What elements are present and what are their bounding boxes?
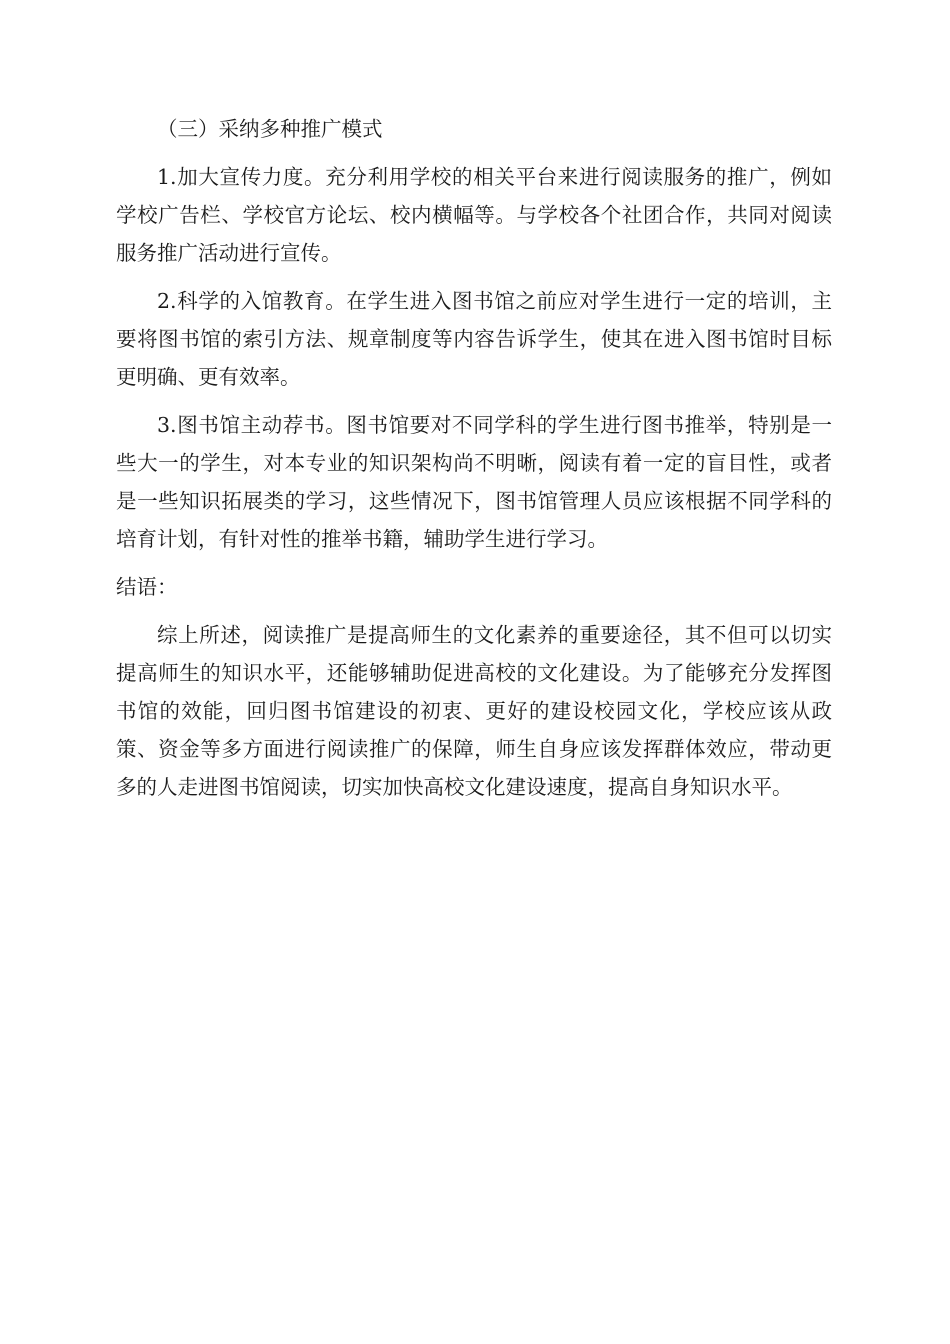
conclusion-paragraph: 综上所述，阅读推广是提高师生的文化素养的重要途径，其不但可以切实提高师生的知识水平，还能够辅助促进高校的文化建设。为了能够充分发挥图书馆的效能，回归图书馆建设的初衷、更好的建设校园文化，学校应该从政策、资金等多方面进行阅读推广的保障，师生自身应该发挥群体效应，带动更多的人走进图书馆阅读，切实加快高校文化建设速度，提高自身知识水平。: [116, 623, 832, 799]
paragraph-library-orientation: 2.科学的入馆教育。在学生进入图书馆之前应对学生进行一定的培训，主要将图书馆的索引方法、规章制度等内容告诉学生，使其在进入图书馆时目标更明确、更有效率。: [116, 289, 832, 389]
section-heading: （三）采纳多种推广模式: [157, 117, 383, 141]
conclusion-label: 结语：: [116, 575, 178, 599]
paragraph-book-recommendation: 3.图书馆主动荐书。图书馆要对不同学科的学生进行图书推举，特别是一些大一的学生，对本专业的知识架构尚不明晰，阅读有着一定的盲目性，或者是一些知识拓展类的学习，这些情况下，图书馆管理人员应该根据不同学科的培育计划，有针对性的推举书籍，辅助学生进行学习。: [116, 413, 832, 551]
document-body: [116, 110, 832, 816]
paragraph-publicity: 1.加大宣传力度。充分利用学校的相关平台来进行阅读服务的推广，例如学校广告栏、学校官方论坛、校内横幅等。与学校各个社团合作，共同对阅读服务推广活动进行宣传。: [116, 165, 832, 265]
